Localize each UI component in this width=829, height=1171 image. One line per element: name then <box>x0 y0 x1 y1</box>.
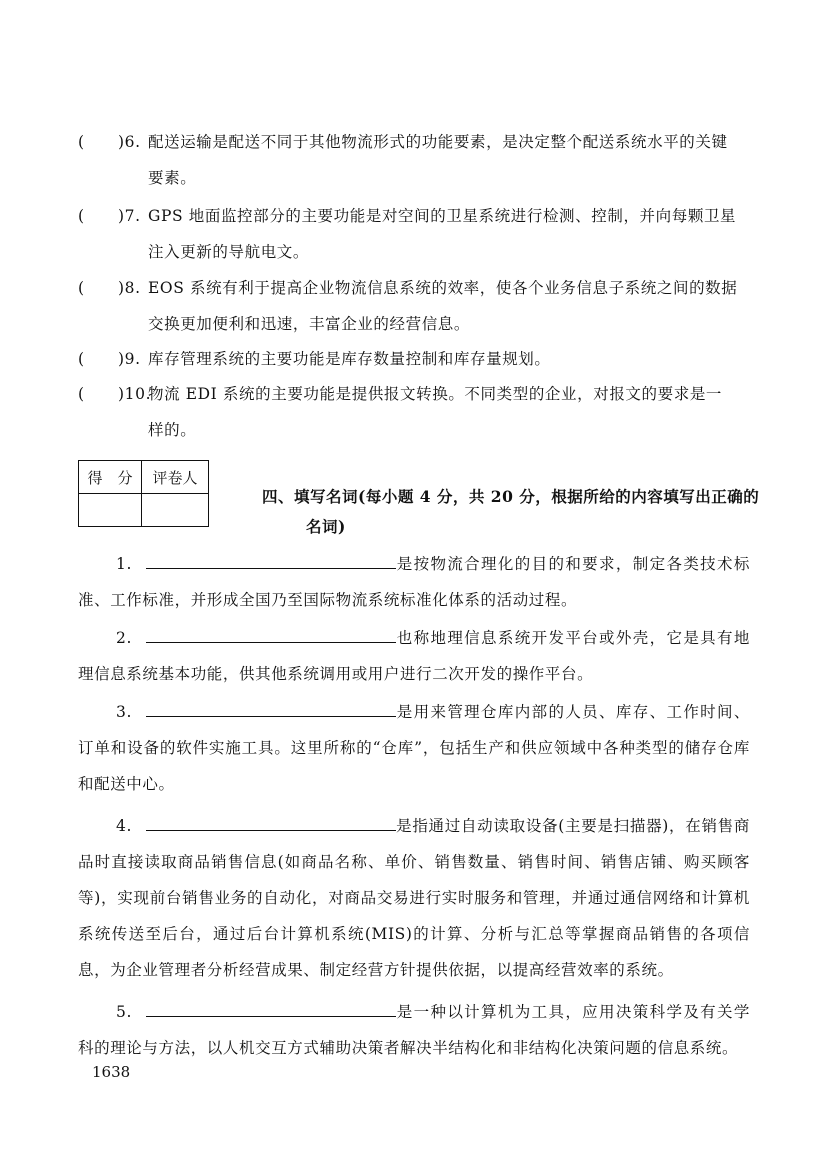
answer-blank[interactable] <box>146 550 396 569</box>
answer-blank[interactable] <box>146 624 396 643</box>
answer-blank[interactable] <box>146 998 396 1017</box>
item-number: 4. <box>116 817 132 835</box>
answer-paren[interactable]: ( <box>78 207 85 225</box>
fill-item-1 <box>78 546 750 618</box>
answer-paren[interactable]: ( <box>78 133 85 151</box>
item-number: )8. <box>118 279 141 297</box>
item-text: 配送运输是配送不同于其他物流形式的功能要素，是决定整个配送系统水平的关键 <box>148 133 728 151</box>
tf-item-8 <box>78 270 769 342</box>
item-number: )6. <box>118 133 141 151</box>
score-cell[interactable] <box>79 494 142 527</box>
tf-item-10 <box>78 376 769 448</box>
fill-item-2 <box>78 620 750 692</box>
section-title-line2: 名词) <box>306 517 346 536</box>
section-title-line1: 四、填写名词(每小题 4 分，共 20 分，根据所给的内容填写出正确的 <box>262 487 760 506</box>
answer-paren[interactable]: ( <box>78 279 85 297</box>
item-number: )10. <box>118 385 152 403</box>
item-number: )7. <box>118 207 141 225</box>
fill-item-4 <box>78 808 750 988</box>
item-text: GPS 地面监控部分的主要功能是对空间的卫星系统进行检测、控制，并向每颗卫星 <box>148 207 737 225</box>
tf-item-6 <box>78 124 769 196</box>
score-label: 得 分 <box>79 461 142 494</box>
item-number: 1. <box>116 555 132 573</box>
grader-cell[interactable] <box>142 494 209 527</box>
item-text-cont: 交换更加便利和迅速，丰富企业的经营信息。 <box>148 315 471 333</box>
item-text: 库存管理系统的主要功能是库存数量控制和库存量规划。 <box>148 350 551 368</box>
item-text: 物流 EDI 系统的主要功能是提供报文转换。不同类型的企业，对报文的要求是一 <box>148 385 723 403</box>
page-number: 1638 <box>92 1063 131 1081</box>
item-text: 是一种以计算机为工具，应用决策科学及有关学科的理论与方法，以人机交互方式辅助决策者解决半结构化和非结构化决策问题的信息系统。 <box>78 1003 750 1057</box>
item-text: 是指通过自动读取设备(主要是扫描器)，在销售商品时直接读取商品销售信息(如商品名称、单价、销售数量、销售时间、销售店铺、购买顾客等)，实现前台销售业务的自动化，对商品交易进行实时服务和管理，并通过通信网络和计算机系统传送至后台，通过后台计算机系统(MIS)的计算、分析与汇总等掌握商品销售的各项信息，为企业管理者分析经营成果、制定经营方针提供依据，以提高经营效率的系统。 <box>78 817 750 979</box>
answer-paren[interactable]: ( <box>78 350 85 368</box>
score-box <box>78 460 209 527</box>
tf-item-9 <box>78 341 769 377</box>
answer-paren[interactable]: ( <box>78 385 85 403</box>
item-text-cont: 要素。 <box>148 169 197 187</box>
answer-blank[interactable] <box>146 698 396 717</box>
item-number: 2. <box>116 629 132 647</box>
item-text: EOS 系统有利于提高企业物流信息系统的效率，使各个业务信息子系统之间的数据 <box>148 279 738 297</box>
item-number: 5. <box>116 1003 132 1021</box>
item-text-cont: 注入更新的导航电文。 <box>148 243 310 261</box>
tf-item-7 <box>78 198 769 270</box>
answer-blank[interactable] <box>146 812 396 831</box>
item-text: 是按物流合理化的目的和要求，制定各类技术标准、工作标准，并形成全国乃至国际物流系统标准化体系的活动过程。 <box>78 555 750 609</box>
item-text: 是用来管理仓库内部的人员、库存、工作时间、订单和设备的软件实施工具。这里所称的“仓库”，包括生产和供应领域中各种类型的储存仓库和配送中心。 <box>78 703 750 793</box>
fill-item-3 <box>78 694 750 802</box>
item-text: 也称地理信息系统开发平台或外壳，它是具有地理信息系统基本功能，供其他系统调用或用户进行二次开发的操作平台。 <box>78 629 750 683</box>
grader-label: 评卷人 <box>142 461 209 494</box>
item-text-cont: 样的。 <box>148 421 197 439</box>
section-title <box>262 482 762 542</box>
fill-item-5 <box>78 994 750 1066</box>
item-number: )9. <box>118 350 141 368</box>
item-number: 3. <box>116 703 132 721</box>
